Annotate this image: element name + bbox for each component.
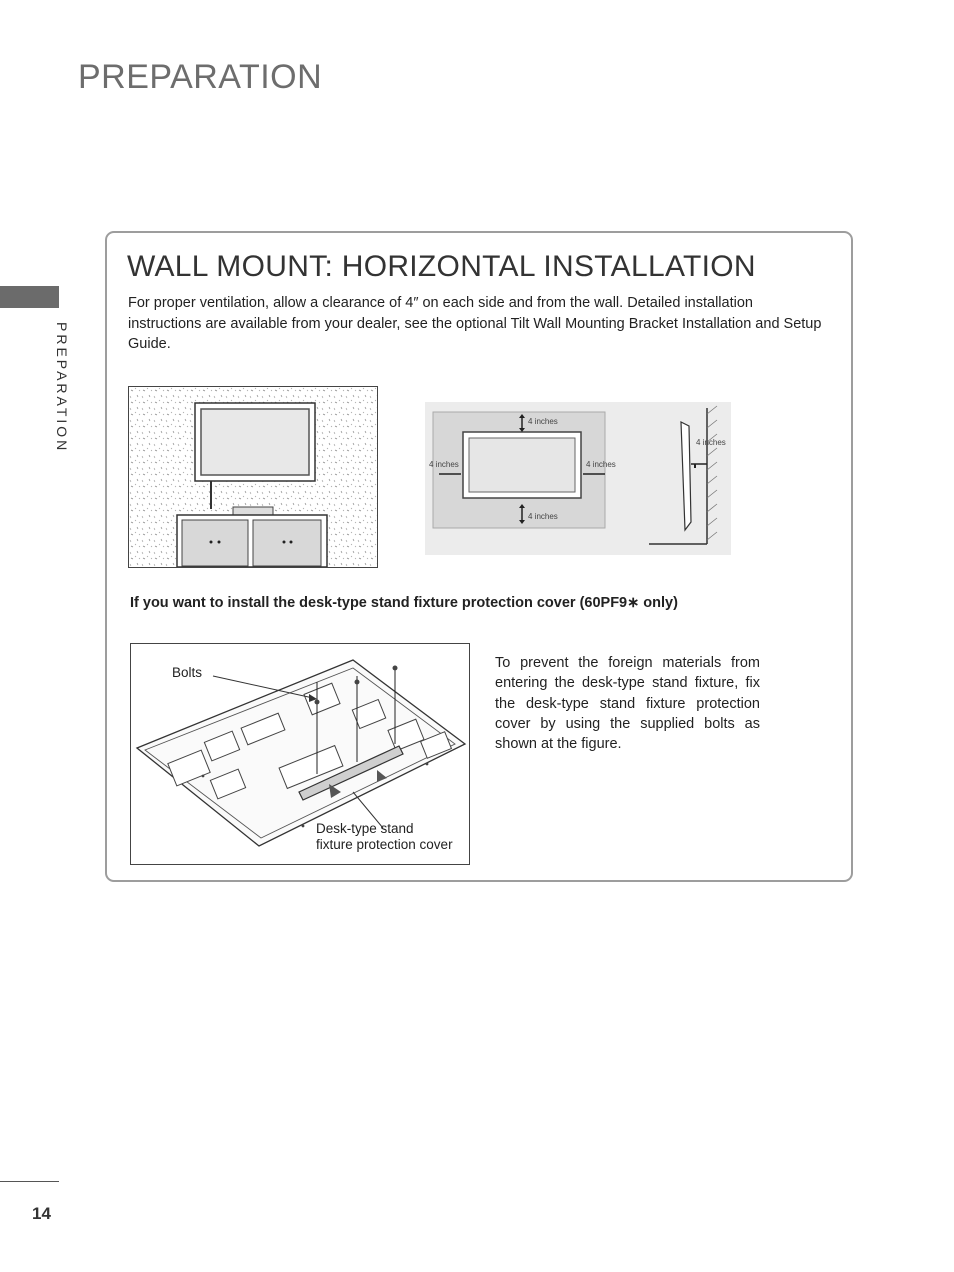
section-title: WALL MOUNT: HORIZONTAL INSTALLATION (127, 250, 756, 283)
cover-section-heading: If you want to install the desk-type stand fixture protection cover (60PF9∗ only) (130, 595, 678, 611)
bolts-label: Bolts (172, 665, 203, 680)
wall-mount-drawing (129, 387, 377, 567)
page-header-title: PREPARATION (78, 58, 323, 96)
clearance-drawing (425, 402, 731, 555)
cover-label-line2: fixture protection cover (316, 837, 453, 852)
clearance-left-label: 4 inches (429, 460, 459, 469)
clearance-side-label: 4 inches (696, 438, 726, 447)
intro-paragraph: For proper ventilation, allow a clearance of 4″ on each side and from the wall. Detailed installation instructions are available from your dealer, see the optional Tilt Wall Mounting Bracket Installation and Setup Guide. (128, 295, 822, 352)
footer-divider (0, 1181, 59, 1182)
clearance-top-label: 4 inches (528, 417, 558, 426)
page-number: 14 (32, 1204, 51, 1223)
cover-instructions: To prevent the foreign materials from entering the desk-type stand fixture, fix the desk-type stand fixture protection cover by using the supplied bolts as shown at the figure. (495, 655, 760, 753)
clearance-right-label: 4 inches (586, 460, 616, 469)
protection-cover-illustration (130, 643, 470, 865)
side-tab-label: PREPARATION (54, 322, 70, 454)
wall-mount-illustration (128, 386, 378, 568)
cover-label-line1: Desk-type stand (316, 821, 414, 836)
side-tab-marker (0, 286, 59, 308)
clearance-bottom-label: 4 inches (528, 512, 558, 521)
clearance-diagram (425, 402, 731, 555)
